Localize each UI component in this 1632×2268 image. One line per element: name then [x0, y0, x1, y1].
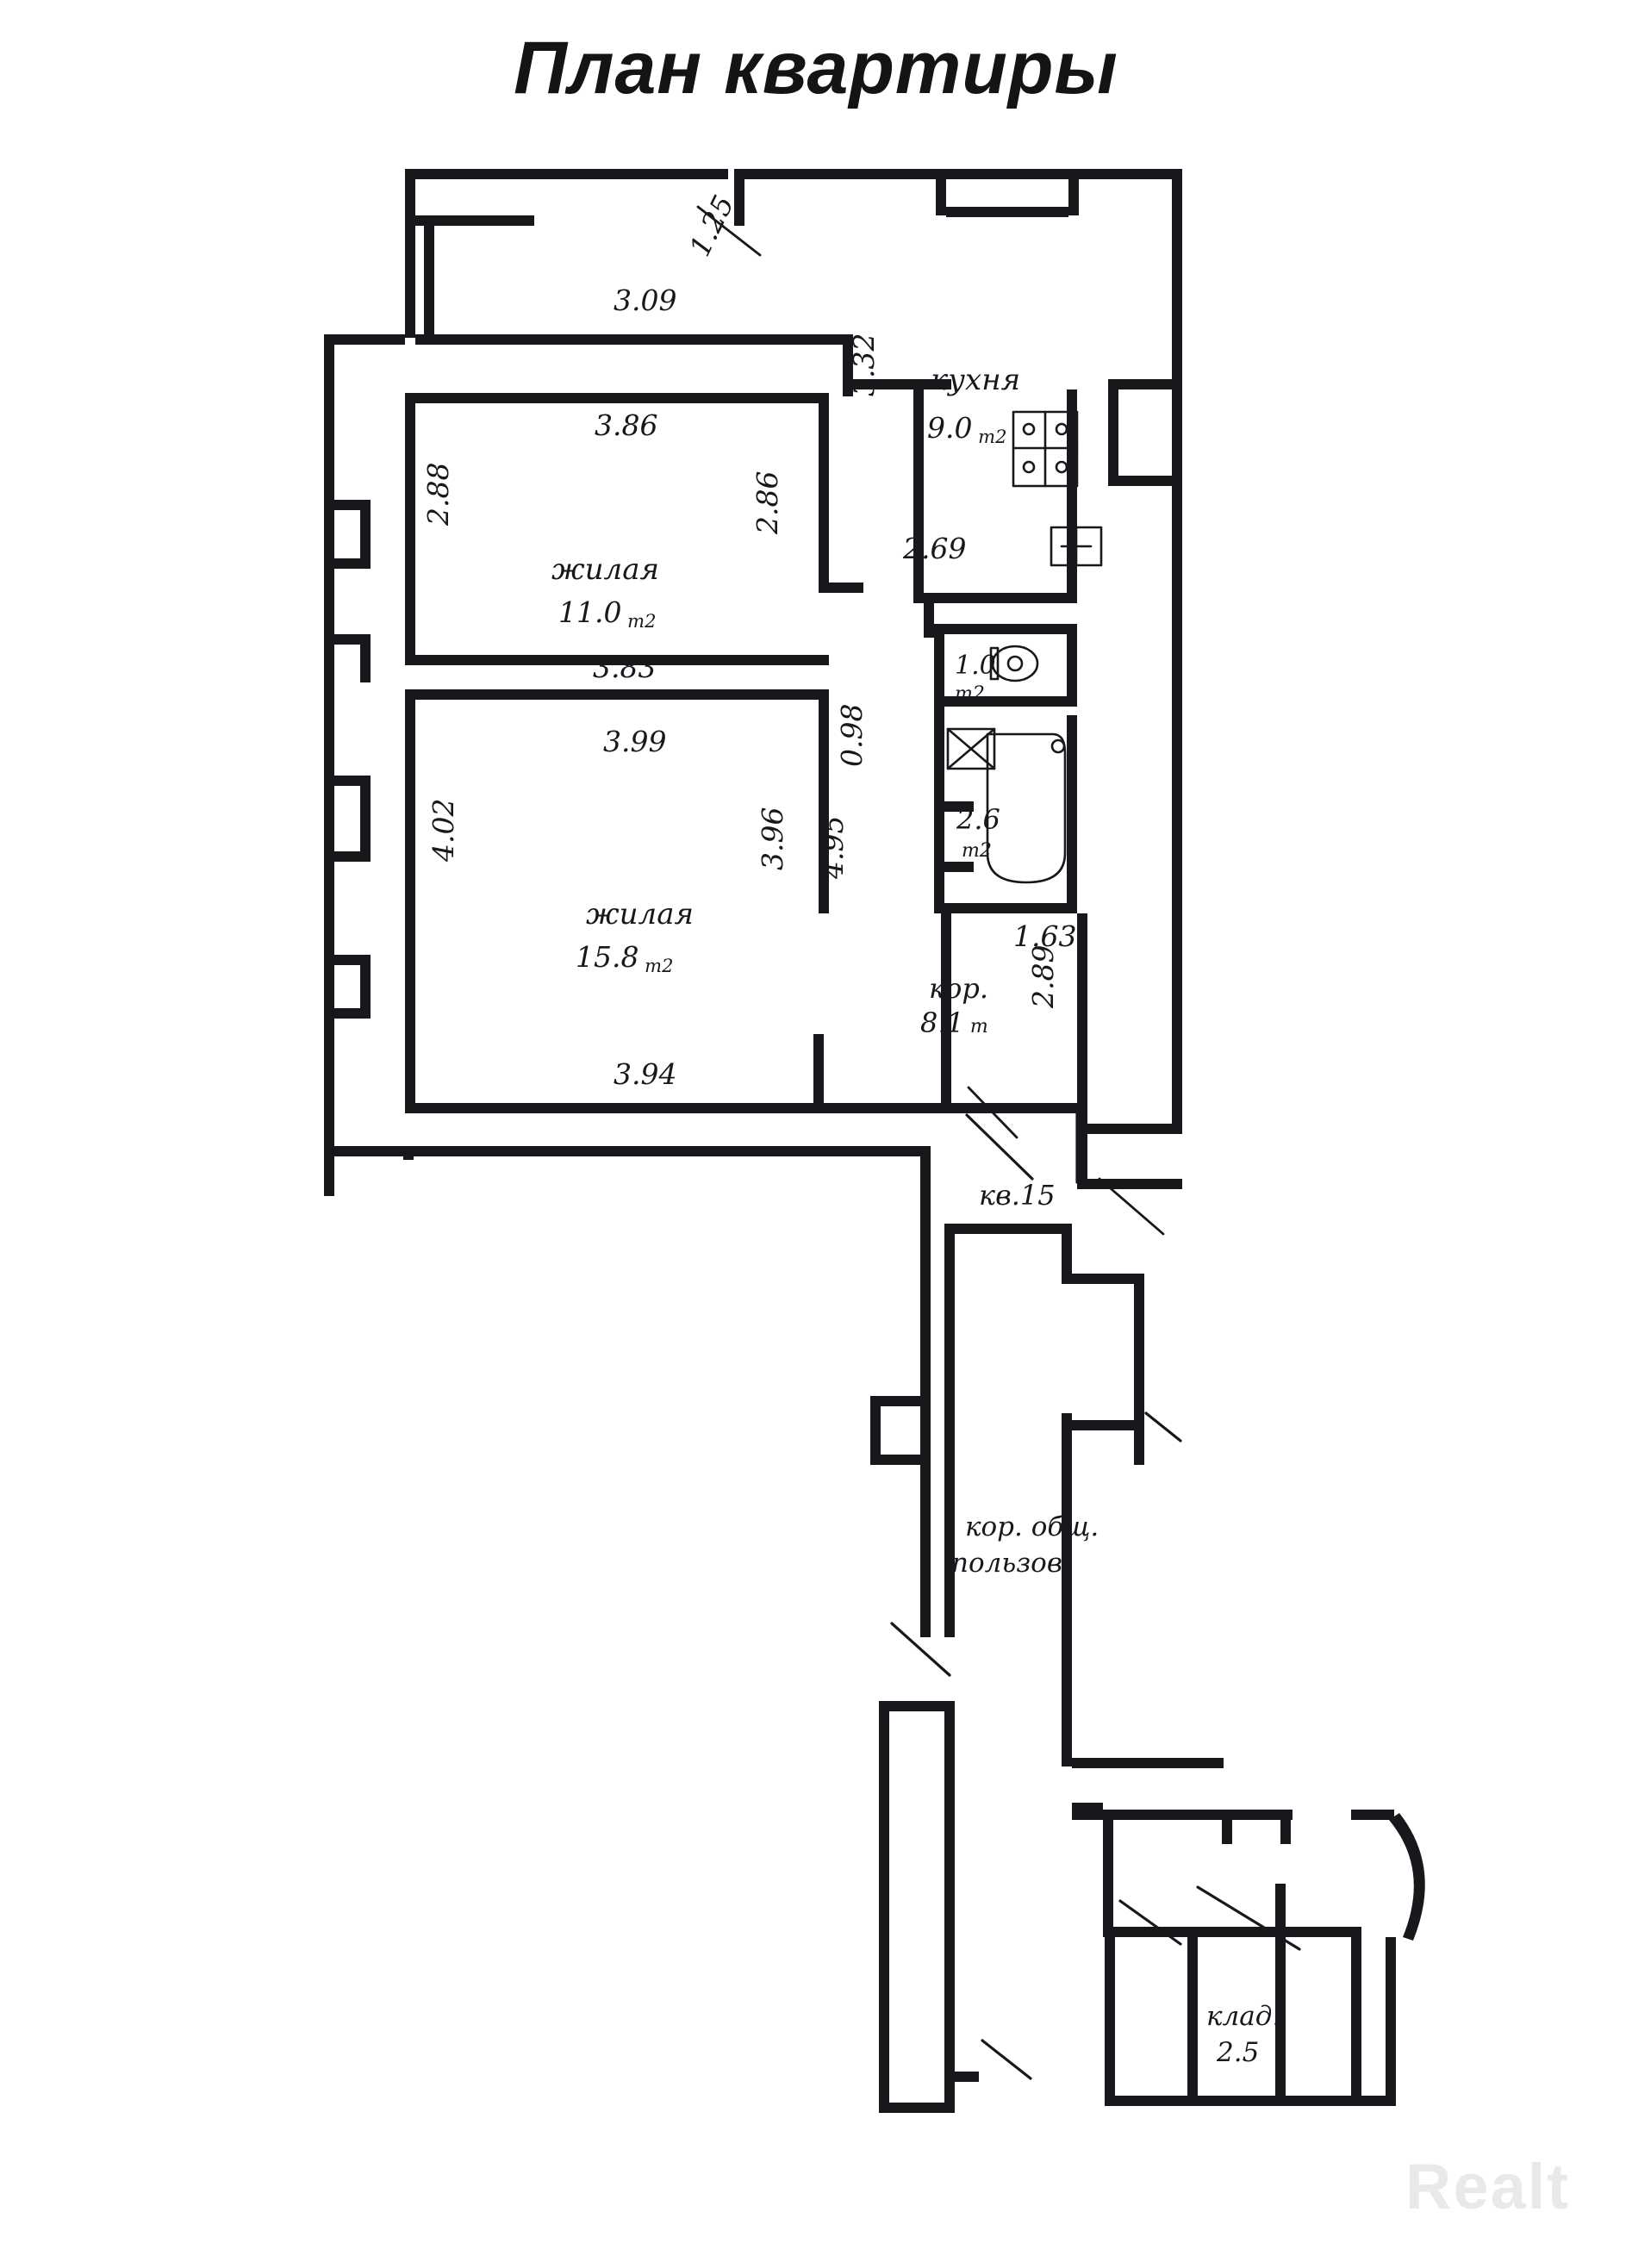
unit-label: кв.15 [979, 1179, 1056, 1212]
watermark-realt: Realt [1405, 2151, 1570, 2222]
dim-1-63: 1.63 [1013, 919, 1077, 953]
dim-2-69: 2.69 [903, 532, 967, 565]
dim-3-96: 3.96 [756, 807, 789, 870]
room-label-living-small: жилая [551, 552, 659, 587]
room-label-kitchen: кухня [931, 363, 1021, 397]
room-area-wc-unit: m2 [955, 683, 985, 705]
room-area-living-small: 11.0 m2 [558, 595, 657, 632]
corridor-walls [941, 913, 1182, 1189]
room-area-wc: 1.0 [955, 651, 996, 681]
room-area-living-large: 15.8 m2 [576, 940, 674, 976]
shaft-walls [879, 1701, 1031, 2113]
room-label-living-large: жилая [586, 897, 694, 932]
room-label-common-corridor-line2: пользов. [951, 1548, 1071, 1579]
dim-0-98: 0.98 [835, 703, 869, 767]
dim-3-32: 3.32 [847, 333, 881, 396]
room-label-common-corridor-line1: кор. общ. [965, 1511, 1099, 1542]
leader-lines [698, 207, 1163, 1234]
room-label-corridor: кор. [929, 972, 989, 1005]
room-area-bathroom-unit: m2 [962, 840, 992, 862]
dim-3-09: 3.09 [614, 284, 677, 317]
room-label-storage: клад. [1206, 2001, 1281, 2032]
dim-3-94: 3.94 [614, 1057, 677, 1091]
page-title: План квартиры [514, 27, 1118, 109]
dim-1-25: 1.25 [682, 190, 741, 262]
dim-2-89: 2.89 [1026, 944, 1060, 1008]
room-area-bathroom: 2.6 [956, 803, 1000, 836]
dim-3-83: 3.83 [593, 651, 657, 684]
dim-2-88: 2.88 [421, 462, 455, 526]
kitchen-sink-icon [1051, 527, 1101, 565]
room-area-kitchen: 9.0 m2 [927, 411, 1007, 447]
dim-4-95: 4.95 [816, 815, 850, 879]
room-area-corridor: 8.1 m [920, 1006, 988, 1039]
dim-3-86: 3.86 [595, 408, 658, 442]
dim-3-99: 3.99 [603, 725, 667, 758]
common-corridor-walls [324, 1146, 1224, 1768]
dim-4-02: 4.02 [427, 798, 460, 862]
toilet-icon [991, 646, 1037, 681]
room-area-storage: 2.5 [1217, 2037, 1260, 2068]
dim-2-86: 2.86 [751, 470, 784, 534]
